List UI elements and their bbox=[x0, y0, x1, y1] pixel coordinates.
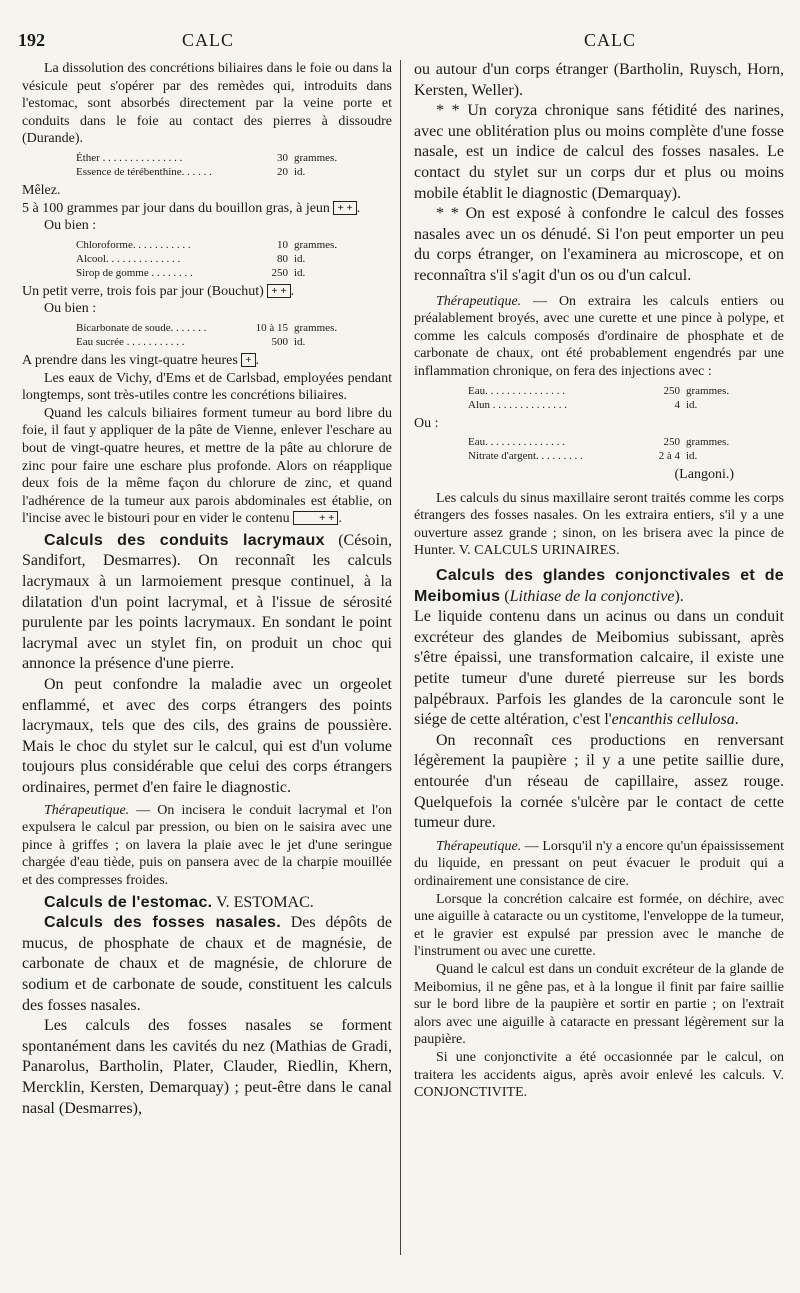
prescription-row: Alcool. . . . . . . . . . . . . . 80 id. bbox=[76, 252, 306, 265]
plus-sign-box: + bbox=[241, 353, 255, 367]
attribution: (Langoni.) bbox=[674, 467, 734, 483]
prescription-row: Eau. . . . . . . . . . . . . . . 250 grammes. bbox=[468, 436, 730, 449]
paragraph-coryza: * * Un coryza chronique sans fétidité des narines, avec une oblitération plus ou moins complète d'une fosse nasale, est un indice de calcul des fosses nasales. Le contact du stylet sur un corps dur et plus ou moins mobile établit le diagnostic (Demarquay). bbox=[414, 102, 784, 202]
paragraph-os-denude: * * On est exposé à confondre le calcul des fosses nasales avec un os dénudé. Si l'on peut emporter un peu du corps étranger, on l'examinera au microscope, et on reconnaîtra s'il s'agit d'un os ou d'un calcul. bbox=[414, 205, 784, 284]
dose-line-3: A prendre dans les vingt-quatre heures + . bbox=[22, 352, 260, 368]
paragraph-tumeur: Quand les calculs biliaires forment tumeur au bord libre du foie, il faut y appliquer de la pâte de Vienne, enlever l'eschare au bout de vingt-quatre heures, et mettre de la pâte au chlorure de zinc pour faire une eschare plus profonde. Alors on réapplique deux fois de la même façon du chlorure de zinc, et quand l'adhérence de la tumeur aux parois abdominales est établie, on l'incise avec le bistouri pour en vider le contenu + + . bbox=[22, 405, 392, 527]
prescription-5 bbox=[468, 435, 784, 463]
prescription-row: Bicarbonate de soude. . . . . . . 10 à 15 grammes. bbox=[76, 321, 338, 334]
ou-label: Ou : bbox=[414, 415, 439, 431]
therapeutique-label: Thérapeutique. bbox=[436, 293, 522, 309]
prescription-row: Essence de térébenthine. . . . . . 20 id. bbox=[76, 165, 306, 178]
entry-calculs-estomac: Calculs de l'estomac. V. ESTOMAC. bbox=[44, 893, 314, 911]
entry-heading: Calculs des glandes conjonctivales et de Meibomius bbox=[414, 567, 784, 605]
prescription-4 bbox=[468, 384, 784, 412]
plus-sign-box: + + bbox=[293, 511, 338, 525]
prescription-1 bbox=[76, 151, 392, 179]
paragraph-eaux: Les eaux de Vichy, d'Ems et de Carlsbad, employées pendant longtemps, sont très-utiles contre les concrétions biliaires. bbox=[22, 370, 392, 404]
left-column bbox=[22, 60, 392, 1119]
paragraph-sinus: Les calculs du sinus maxillaire seront traités comme les corps étrangers des fosses nasales. On les extraira entiers, s'il y a une ouverture assez grande ; sinon, on les brisera avec la pince de Hunter. V. CALCULS URINAIRES. bbox=[414, 490, 784, 559]
therapeutique-label: Thérapeutique. bbox=[436, 838, 522, 854]
prescription-row: Éther . . . . . . . . . . . . . . . 30 grammes. bbox=[76, 151, 338, 164]
paragraph-conduit-excreteur: Quand le calcul est dans un conduit excréteur de la glande de Meibomius, il ne gêne pas, et à la longue il finit par faire saillie sur le bord libre de la paupière et sortir en partie ; on l'extrait alors avec une aiguille à cataracte en pressant légèrement sur la paupière. bbox=[414, 961, 784, 1048]
page-number: 192 bbox=[18, 30, 45, 50]
melez-line: Mêlez. bbox=[22, 182, 61, 198]
prescription-row: Eau. . . . . . . . . . . . . . . 250 grammes. bbox=[468, 384, 730, 397]
entry-heading: Calculs de l'estomac. bbox=[44, 893, 213, 911]
column-divider bbox=[400, 60, 401, 1255]
paragraph-conjonctivite: Si une conjonctivite a été occasionnée par le calcul, on traitera les accidents aigus, après avoir enlevé les calculs. V. CONJONCTIVITE. bbox=[414, 1049, 784, 1101]
prescription-row: Alun . . . . . . . . . . . . . . 4 id. bbox=[468, 398, 698, 411]
prescription-row: Sirop de gomme . . . . . . . . 250 id. bbox=[76, 266, 306, 279]
dose-line-1: 5 à 100 grammes par jour dans du bouillon gras, à jeun + + . bbox=[22, 200, 361, 216]
right-column bbox=[414, 60, 784, 1102]
paragraph-fosses-spontanees: Les calculs des fosses nasales se forment spontanément dans les cavités du nez (Mathias de Gradi, Panarolus, Bartholin, Plater, Clauder, Riedlin, Khern, Mercklin, Kersten, Demarquay) ; peut-être dans le canal nasal (Desmarres), bbox=[22, 1017, 392, 1117]
ou-bien-label-2: Ou bien : bbox=[44, 301, 97, 317]
paragraph-meibomius: Le liquide contenu dans un acinus ou dans un conduit excréteur des glandes de Meibomius subissant, après s'être épaissi, une transformation calcaire, il existe une petite tumeur d'une dureté pierreuse sur les bords palpébraux. Parfois les glandes de la caroncule sont le siége de cette altération, c'est l'encanthis cellulosa. bbox=[414, 608, 784, 729]
paragraph-orgeolet: On peut confondre la maladie avec un orgeolet enflammé, et avec des corps étrangers des points lacrymaux, tels que des cils, des grains de poussière. Mais le choc du stylet sur le calcul, qui est d'un volume toujours plus considérable que celui des corps étrangers ordinaires, permet d'en faire le diagnostic. bbox=[22, 676, 392, 796]
paragraph-corps-etranger: ou autour d'un corps étranger (Bartholin, Ruysch, Horn, Kersten, Weller). bbox=[414, 61, 784, 99]
paragraph-dissolution: La dissolution des concrétions biliaires dans le foie ou dans la vésicule peut s'opérer par des remèdes qui, introduits dans l'estomac, sont absorbés directement par la veine porte et conduits dans le foie au contact des pierres à dissoudre (Durande). bbox=[22, 61, 392, 147]
prescription-row: Nitrate d'argent. . . . . . . . . 2 à 4 id. bbox=[468, 450, 698, 463]
running-header bbox=[18, 30, 786, 54]
prescription-row: Chloroforme. . . . . . . . . . . 10 grammes. bbox=[76, 238, 338, 251]
entry-heading: Calculs des fosses nasales. bbox=[44, 914, 281, 932]
ou-bien-label-1: Ou bien : bbox=[44, 218, 97, 234]
prescription-2 bbox=[76, 238, 392, 280]
left-running-head: CALC bbox=[182, 30, 235, 50]
therapeutique-lacrymaux: Thérapeutique. — On incisera le conduit lacrymal et l'on expulsera le calcul par pression, ou bien on le saisira avec une pince à griffes ; on lavera la plaie avec le jet d'une seringue chargée d'eau tiède, puis on pansera avec de la charpie mouillée et des compresses froides. bbox=[22, 802, 392, 888]
entry-subtitle: Lithiase de la conjonctive bbox=[509, 587, 675, 605]
entry-heading: Calculs des conduits lacrymaux bbox=[44, 531, 325, 549]
paragraph-reconnait: On reconnaît ces productions en renversant légèrement la paupière ; il y a une petite saillie dure, entourée d'un réseau de capillaire, assez rouge. Quelquefois la cornée s'ulcère par le contact de cette tumeur dure. bbox=[414, 731, 784, 832]
therapeutique-fosses: Thérapeutique. — On extraira les calculs entiers ou préalablement broyés, avec une curette et une pince à polype, et comme les calculs composés d'ordinaire de phosphate et de carbonate de chaux, ont été probablement engendrés par une inflammation chronique, on fera des injections avec : bbox=[414, 293, 784, 379]
plus-sign-box: + + bbox=[333, 201, 356, 215]
entry-calculs-fosses-nasales: Calculs des fosses nasales. Des dépôts de mucus, de phosphate de chaux et de magnésie, de carbonate de chaux et de magnésie, de chlorure de sodium et de carbonate de soude, constituent les calculs des fosses nasales. bbox=[22, 914, 392, 1014]
plus-sign-box: + + bbox=[267, 284, 290, 298]
entry-calculs-lacrymaux: Calculs des conduits lacrymaux (Césoin, Sandifort, Desmarres). On reconnaît les calculs lacrymaux à un larmoiement presque continuel, à la dilatation d'un point lacrymal, et à l'issue de sérosité purulente par les points lacrymaux. En sondant le point lacrymal avec un stylet fin, on produit un choc qui annonce la présence d'une pierre. bbox=[22, 531, 392, 673]
right-running-head: CALC bbox=[584, 30, 637, 50]
entry-calculs-meibomius: Calculs des glandes conjonctivales et de Meibomius (Lithiase de la conjonctive). bbox=[414, 567, 784, 605]
prescription-row: Eau sucrée . . . . . . . . . . . 500 id. bbox=[76, 335, 306, 348]
prescription-3 bbox=[76, 321, 392, 349]
therapeutique-meibomius: Thérapeutique. — Lorsqu'il n'y a encore qu'un épaississement du liquide, en pressant on peut évacuer le produit qui a ordinairement une consistance de cire. bbox=[414, 838, 784, 889]
dose-line-2: Un petit verre, trois fois par jour (Bouchut) + + . bbox=[22, 283, 295, 299]
paragraph-concretion: Lorsque la concrétion calcaire est formée, on déchire, avec une aiguille à cataracte ou un cystitome, l'enveloppe de la tumeur, et le gravier est expulsé par pression avec le manche de l'instrument ou avec une curette. bbox=[414, 891, 784, 960]
therapeutique-label: Thérapeutique. bbox=[44, 802, 130, 818]
